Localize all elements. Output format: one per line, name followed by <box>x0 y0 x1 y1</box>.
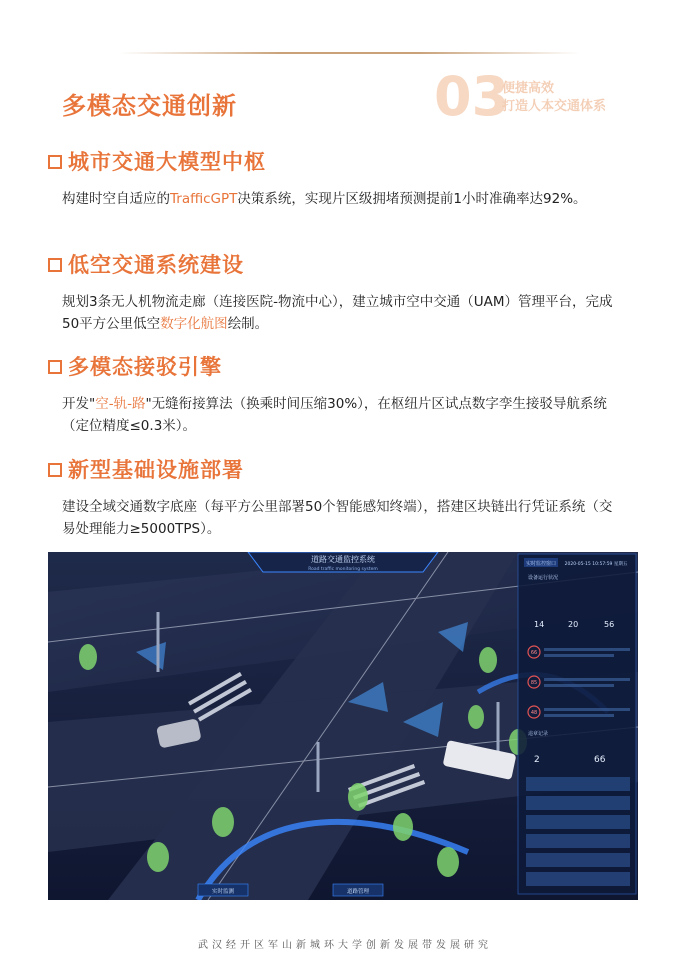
body-text: 建设全域交通数字底座（每平方公里部署50个智能感知终端），搭建区块链出行凭证系统（交易处理能力≥5000TPS）。 <box>62 499 613 537</box>
section-body <box>62 188 622 210</box>
section-body <box>62 291 622 335</box>
chapter-number: 03 <box>434 65 510 128</box>
alerts-count-a: 2 <box>534 755 540 765</box>
body-text: 构建时空自适应的 <box>62 191 170 207</box>
system-subtitle: Road traffic monitoring system <box>308 567 378 572</box>
body-text: 规划3条无人机物流走廊（连接医院-物流中心），建立城市空中交通（UAM）管理平台，完成50平方公里低空 <box>62 294 613 332</box>
square-bullet-icon <box>48 463 62 477</box>
datetime: 2020-05-15 10:57:59 星期五 <box>564 562 628 567</box>
highlight-text: 数字化航图 <box>160 316 228 332</box>
square-bullet-icon <box>48 155 62 169</box>
highlight-text: TrafficGPT <box>170 191 238 207</box>
body-text: "无缝衔接算法（换乘时间压缩30%），在枢纽片区试点数字孪生接驳导航系统（定位精度≤0.3米）。 <box>62 396 607 434</box>
chapter-caption-line1: 便捷高效 <box>502 81 555 96</box>
square-bullet-icon <box>48 258 62 272</box>
body-text: 开发" <box>62 396 96 412</box>
section-infrastructure <box>48 454 638 540</box>
section-heading <box>48 146 638 176</box>
square-bullet-icon <box>48 360 62 374</box>
section-title: 多模态接驳引擎 <box>68 355 222 379</box>
traffic-monitoring-illustration <box>48 552 638 900</box>
road-management-button: 道路管理 <box>346 889 370 895</box>
section-body <box>62 496 622 540</box>
realtime-label: 实时监控窗口 <box>525 561 557 567</box>
body-text: 绘制。 <box>227 316 269 332</box>
alert-badge-1: 66 <box>530 650 538 656</box>
section-multimodal-engine <box>48 351 638 437</box>
panel-header: 设备运行状况 <box>528 575 559 581</box>
realtime-monitor-button: 实时监测 <box>211 889 235 895</box>
section-title: 新型基础设施部署 <box>68 458 244 482</box>
body-text: 决策系统，实现片区级拥堵预测提前1小时准确率达92%。 <box>237 191 587 207</box>
alerts-header: 违章记录 <box>528 731 549 737</box>
section-title: 城市交通大模型中枢 <box>68 150 266 174</box>
section-body <box>62 393 622 437</box>
system-title: 道路交通监控系统 <box>311 555 375 564</box>
highlight-text: 空-轨-路 <box>95 396 146 412</box>
header-rule <box>120 52 580 54</box>
stat-3: 56 <box>604 620 615 629</box>
alert-badge-3: 48 <box>530 710 538 716</box>
stat-2: 20 <box>568 620 579 629</box>
page-footer: 武汉经开区军山新城环大学创新发展带发展研究 <box>198 940 492 951</box>
alert-badge-2: 85 <box>530 680 538 686</box>
section-heading <box>48 249 638 279</box>
stat-1: 14 <box>534 620 545 629</box>
alerts-count-b: 66 <box>594 755 606 765</box>
intersection-scene <box>48 552 638 900</box>
page-title: 多模态交通创新 <box>62 92 237 120</box>
chapter-caption <box>502 80 606 116</box>
section-traffic-model <box>48 146 638 210</box>
chapter-caption-line2: 打造人本交通体系 <box>502 99 607 114</box>
section-heading <box>48 454 638 484</box>
section-title: 低空交通系统建设 <box>68 253 244 277</box>
section-heading <box>48 351 638 381</box>
section-low-altitude <box>48 249 638 335</box>
